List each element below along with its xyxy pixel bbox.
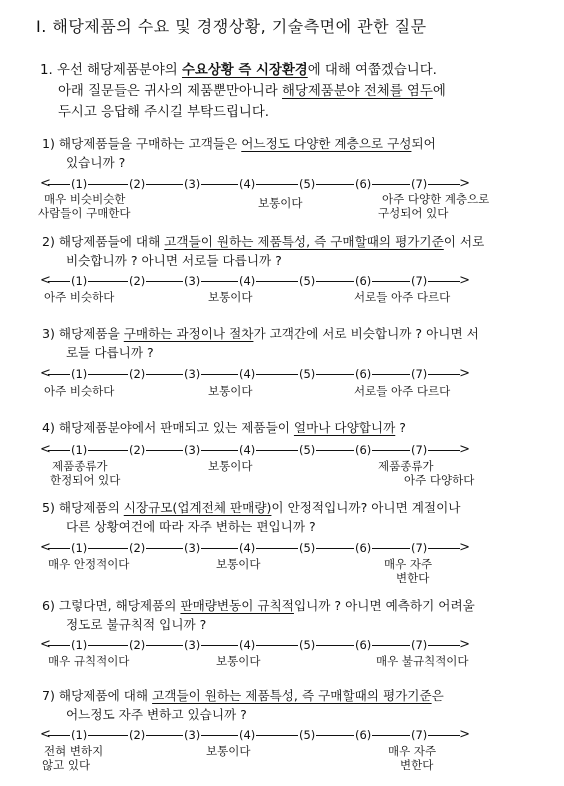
scale-point-2[interactable]: (2)	[129, 638, 146, 652]
anchor-mid-5: 보통이다	[216, 557, 261, 571]
anchor-low-4: 제품종류가	[52, 459, 108, 473]
arrow-left-icon: <	[40, 176, 51, 191]
rating-scale-4[interactable]	[40, 443, 470, 459]
scale-point-3[interactable]: (3)	[184, 728, 201, 742]
scale-point-5[interactable]: (5)	[299, 541, 316, 555]
scale-point-7[interactable]: (7)	[411, 367, 428, 381]
intro-block	[40, 60, 540, 123]
scale-point-1[interactable]: (1)	[71, 541, 88, 555]
arrow-right-icon: >	[459, 176, 470, 191]
scale-point-3[interactable]: (3)	[184, 367, 201, 381]
scale-point-3[interactable]: (3)	[184, 638, 201, 652]
scale-point-1[interactable]: (1)	[71, 443, 88, 457]
anchor-high-3: 서로들 아주 다르다	[354, 384, 451, 398]
rating-scale-7[interactable]	[40, 728, 470, 744]
scale-point-3[interactable]: (3)	[184, 274, 201, 288]
question-5: 5) 해당제품의 시장규모(업계전체 판매량)이 안정적입니까? 아니면 계절이나 다른 상황여건에 따라 자주 변하는 편입니까 ?	[42, 500, 461, 534]
question-2: 2) 해당제품들에 대해 고객들이 원하는 제품특성, 즉 구매할때의 평가기준이 서로 비슷합니까 ? 아니면 서로들 다릅니까 ?	[42, 234, 485, 268]
scale-point-2[interactable]: (2)	[129, 728, 146, 742]
anchor-high-1: 아주 다양한 계층으로	[382, 192, 490, 206]
scale-point-6[interactable]: (6)	[355, 728, 372, 742]
arrow-left-icon: <	[40, 727, 51, 742]
scale-point-4[interactable]: (4)	[239, 541, 256, 555]
intro-line-1: 1. 우선 해당제품분야의 수요상황 즉 시장환경에 대해 여쭙겠습니다.	[40, 63, 437, 78]
scale-point-5[interactable]: (5)	[299, 177, 316, 191]
intro-line-3: 두시고 응답해 주시길 부탁드립니다.	[58, 105, 270, 120]
anchor-mid-7: 보통이다	[206, 744, 251, 758]
arrow-left-icon: <	[40, 637, 51, 652]
rating-scale-6[interactable]	[40, 638, 470, 654]
anchor-mid-4: 보통이다	[208, 459, 253, 473]
scale-point-7[interactable]: (7)	[411, 443, 428, 457]
scale-point-6[interactable]: (6)	[355, 367, 372, 381]
scale-point-6[interactable]: (6)	[355, 541, 372, 555]
anchor-mid-3: 보통이다	[208, 384, 253, 398]
scale-point-3[interactable]: (3)	[184, 541, 201, 555]
scale-point-6[interactable]: (6)	[355, 443, 372, 457]
arrow-right-icon: >	[459, 727, 470, 742]
scale-point-4[interactable]: (4)	[239, 728, 256, 742]
scale-point-5[interactable]: (5)	[299, 443, 316, 457]
anchor-high-1b: 구성되어 있다	[378, 206, 449, 220]
scale-point-6[interactable]: (6)	[355, 638, 372, 652]
scale-point-5[interactable]: (5)	[299, 274, 316, 288]
intro-line-2: 아래 질문들은 귀사의 제품뿐만아니라 해당제품분야 전체를 염두에	[58, 84, 446, 99]
anchor-low-3: 아주 비슷하다	[44, 384, 115, 398]
anchor-low-7b: 않고 있다	[42, 758, 91, 772]
anchor-low-5: 매우 안정적이다	[48, 557, 130, 571]
scale-point-2[interactable]: (2)	[129, 367, 146, 381]
anchor-low-4b: 한정되어 있다	[50, 473, 121, 487]
arrow-left-icon: <	[40, 273, 51, 288]
scale-point-3[interactable]: (3)	[184, 177, 201, 191]
scale-point-1[interactable]: (1)	[71, 274, 88, 288]
scale-point-1[interactable]: (1)	[71, 728, 88, 742]
scale-point-1[interactable]: (1)	[71, 638, 88, 652]
anchor-high-4: 제품종류가	[378, 459, 434, 473]
scale-point-4[interactable]: (4)	[239, 177, 256, 191]
scale-point-4[interactable]: (4)	[239, 274, 256, 288]
rating-scale-3[interactable]	[40, 367, 470, 383]
section-title: Ⅰ. 해당제품의 수요 및 경쟁상황, 기술측면에 관한 질문	[36, 17, 427, 36]
scale-point-7[interactable]: (7)	[411, 177, 428, 191]
scale-point-5[interactable]: (5)	[299, 728, 316, 742]
question-3: 3) 해당제품을 구매하는 과정이나 절차가 고객간에 서로 비슷합니까 ? 아니면 서 로들 다릅니까 ?	[42, 326, 479, 360]
scale-point-6[interactable]: (6)	[355, 274, 372, 288]
question-7: 7) 해당제품에 대해 고객들이 원하는 제품특성, 즉 구매할때의 평가기준은 어느정도 자주 변하고 있습니까 ?	[42, 688, 444, 722]
scale-point-1[interactable]: (1)	[71, 177, 88, 191]
question-1: 1) 해당제품들을 구매하는 고객들은 어느정도 다양한 계층으로 구성되어 있습니까 ?	[42, 136, 436, 170]
scale-point-1[interactable]: (1)	[71, 367, 88, 381]
scale-point-3[interactable]: (3)	[184, 443, 201, 457]
scale-point-2[interactable]: (2)	[129, 177, 146, 191]
anchor-low-2: 아주 비슷하다	[44, 290, 115, 304]
rating-scale-1[interactable]	[40, 177, 470, 193]
anchor-mid-2: 보통이다	[208, 290, 253, 304]
arrow-left-icon: <	[40, 366, 51, 381]
scale-point-2[interactable]: (2)	[129, 443, 146, 457]
arrow-right-icon: >	[459, 442, 470, 457]
question-4: 4) 해당제품분야에서 판매되고 있는 제품들이 얼마나 다양합니까 ?	[42, 420, 406, 435]
arrow-right-icon: >	[459, 273, 470, 288]
anchor-high-2: 서로들 아주 다르다	[354, 290, 451, 304]
arrow-left-icon: <	[40, 442, 51, 457]
anchor-mid-1: 보통이다	[258, 196, 303, 210]
anchor-low-1b: 사람들이 구매한다	[38, 206, 131, 220]
arrow-right-icon: >	[459, 540, 470, 555]
scale-point-4[interactable]: (4)	[239, 367, 256, 381]
anchor-high-7b: 변한다	[400, 758, 434, 772]
scale-point-6[interactable]: (6)	[355, 177, 372, 191]
scale-point-5[interactable]: (5)	[299, 367, 316, 381]
anchor-low-1: 매우 비슷비슷한	[44, 192, 126, 206]
rating-scale-2[interactable]	[40, 274, 470, 290]
anchor-high-6: 매우 불규칙적이다	[376, 654, 469, 668]
arrow-left-icon: <	[40, 540, 51, 555]
anchor-mid-6: 보통이다	[216, 654, 261, 668]
scale-point-7[interactable]: (7)	[411, 274, 428, 288]
scale-point-7[interactable]: (7)	[411, 541, 428, 555]
anchor-high-5: 매우 자주	[384, 557, 433, 571]
scale-point-4[interactable]: (4)	[239, 443, 256, 457]
scale-point-5[interactable]: (5)	[299, 638, 316, 652]
anchor-low-6: 매우 규칙적이다	[48, 654, 130, 668]
scale-point-7[interactable]: (7)	[411, 638, 428, 652]
anchor-high-7: 매우 자주	[388, 744, 437, 758]
scale-point-2[interactable]: (2)	[129, 541, 146, 555]
question-6: 6) 그렇다면, 해당제품의 판매량변동이 규칙적입니까 ? 아니면 예측하기 어려울 정도로 불규칙적 입니까 ?	[42, 598, 475, 632]
scale-point-7[interactable]: (7)	[411, 728, 428, 742]
anchor-low-7: 전혀 변하지	[44, 744, 104, 758]
scale-point-4[interactable]: (4)	[239, 638, 256, 652]
scale-point-2[interactable]: (2)	[129, 274, 146, 288]
rating-scale-5[interactable]	[40, 541, 470, 557]
anchor-high-5b: 변한다	[396, 571, 430, 585]
arrow-right-icon: >	[459, 366, 470, 381]
arrow-right-icon: >	[459, 637, 470, 652]
anchor-high-4b: 아주 다양하다	[404, 473, 475, 487]
